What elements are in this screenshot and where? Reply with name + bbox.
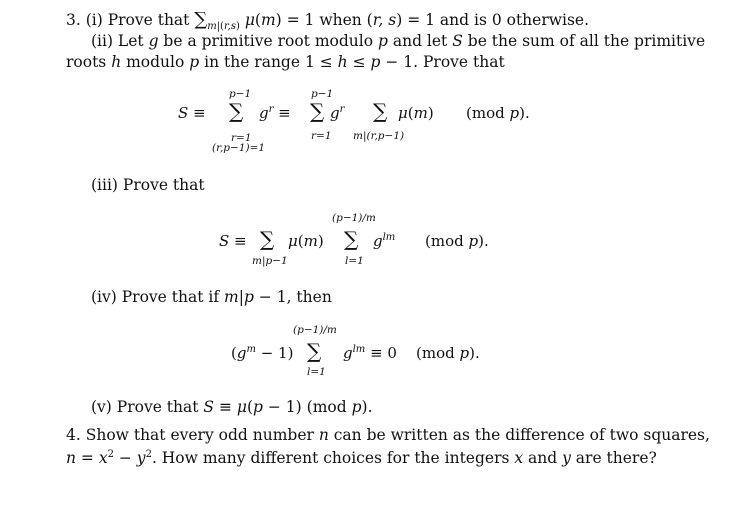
problem3-line-iii: (iii) Prove that [91,176,205,194]
problem3-line-iv: (iv) Prove that if m|p − 1, then [91,288,332,306]
problem4-line1: 4. Show that every odd number n can be written as the difference of two squares, [66,426,710,444]
problem4-line2: $n = x^2 - y^2$. How many different choices for the integers x and y are there? [66,449,657,468]
problem3-line1: 3. (i) Prove that $\sum_{m|(r,s)}$ μ(m) = 1 when (r, s) = 1 and is 0 otherwise. [66,9,590,33]
problem3-line-v: (v) Prove that S ≡ μ(p − 1) (mod p). [91,398,373,416]
problem3-line2: (ii) Let g be a primitive root modulo p and let S be the sum of all the primitive [91,32,706,50]
problem3-line3: roots h modulo p in the range 1 ≤ h ≤ p − 1. Prove that [66,53,505,71]
